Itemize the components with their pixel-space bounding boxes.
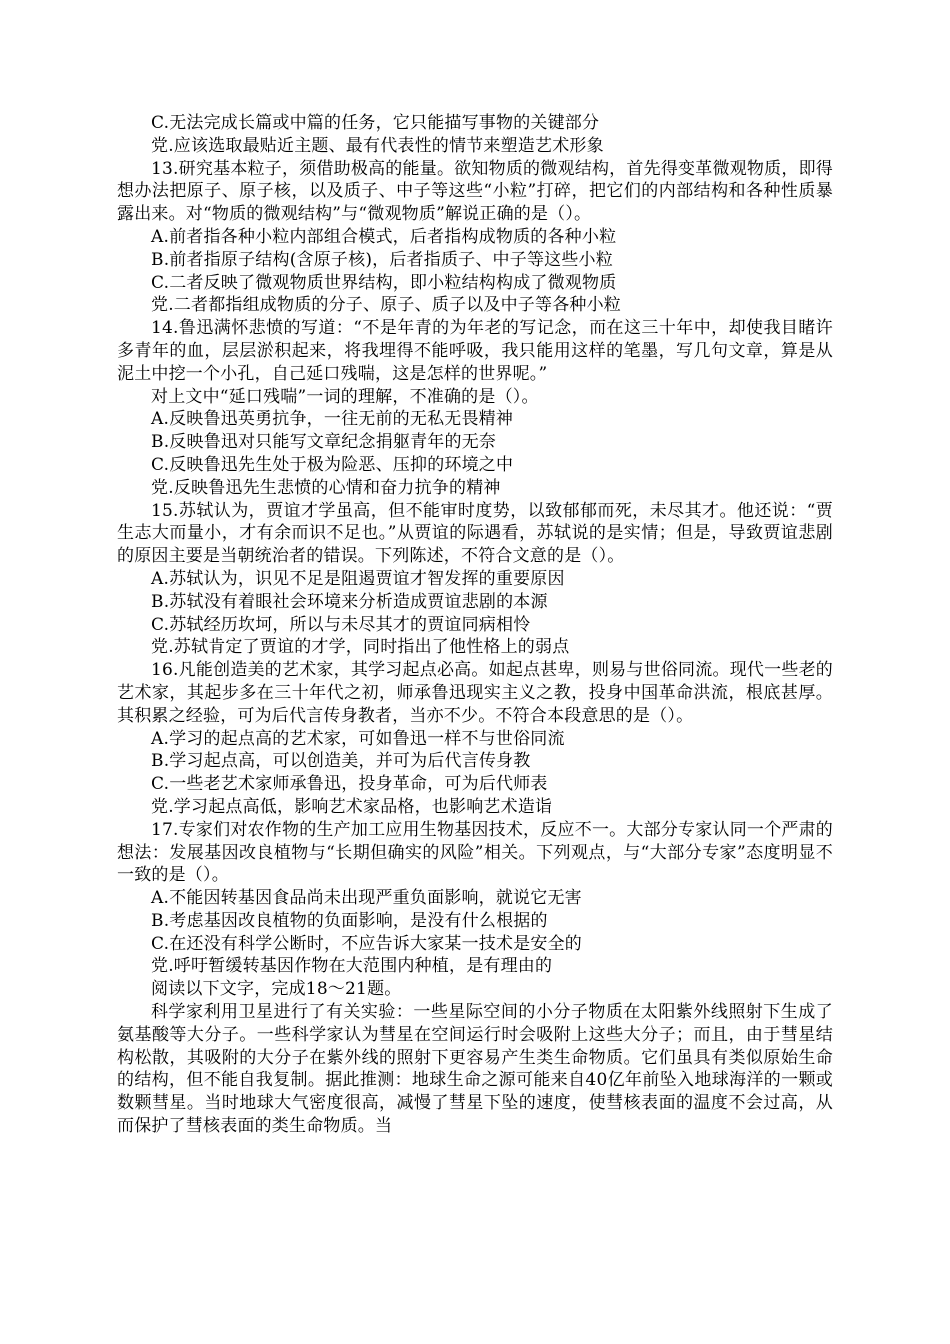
question-13: 13.研究基本粒子，须借助极高的能量。欲知物质的微观结构，首先得变革微观物质，即得想办法把原子、原子核，以及质子、中子等这些“小粒”打碎，把它们的内部结构和各种性质暴露出来。对“物质的微观结构”与“微观物质”解说正确的是（）。 (117, 158, 833, 225)
option-c-q15: C.苏轼经历坎坷，所以与未尽其才的贾谊同病相怜 (151, 614, 531, 635)
option-b-q13: B.前者指原子结构(含原子核)，后者指质子、中子等这些小粒 (151, 249, 613, 270)
option-b-q15: B.苏轼没有着眼社会环境来分析造成贾谊悲剧的本源 (151, 591, 548, 612)
option-a-q13: A.前者指各种小粒内部组合模式，后者指构成物质的各种小粒 (151, 226, 617, 247)
option-c-q14: C.反映鲁迅先生处于极为险恶、压抑的环境之中 (151, 454, 514, 475)
option-d-q16: 党.学习起点高低，影响艺术家品格，也影响艺术造诣 (151, 796, 553, 817)
option-b-q14: B.反映鲁迅对只能写文章纪念捐躯青年的无奈 (151, 432, 497, 453)
option-c-q17: C.在还没有科学公断时，不应告诉大家某一技术是安全的 (151, 933, 583, 954)
question-14-prompt: 对上文中“延口残喘”一词的理解，不准确的是（）。 (151, 386, 539, 407)
option-a-q15: A.苏轼认为，识见不足是阻遏贾谊才智发挥的重要原因 (151, 568, 565, 589)
option-c-q12: C.无法完成长篇或中篇的任务，它只能描写事物的关键部分 (151, 113, 600, 133)
question-17: 17.专家们对农作物的生产加工应用生物基因技术，反应不一。大部分专家认同一个严肃的想法：发展基因改良植物与“长期但确实的风险”相关。下列观点，与“大部分专家”态度明显不一致的是（）。 (117, 819, 833, 886)
question-16: 16.凡能创造美的艺术家，其学习起点必高。如起点甚卑，则易与世俗同流。现代一些老的艺术家，其起步多在三十年代之初，师承鲁迅现实主义之教，投身中国革命洪流，根底甚厚。其积累之经验，可为后代言传身教者，当亦不少。不符合本段意思的是（）。 (117, 660, 833, 726)
question-14: 14.鲁迅满怀悲愤的写道：“不是年青的为年老的写记念，而在这三十年中，却使我目睹许多青年的血，层层淤积起来，将我埋得不能呼吸，我只能用这样的笔墨，写几句文章，算是从泥土中挖一个小孔，自己延口残喘，这是怎样的世界呢。” (117, 318, 833, 384)
option-d-q14: 党.反映鲁迅先生悲愤的心情和奋力抗争的精神 (151, 477, 501, 498)
option-d-q15: 党.苏轼肯定了贾谊的才学，同时指出了他性格上的弱点 (151, 637, 570, 658)
option-d-q17: 党.呼吁暂缓转基因作物在大范围内种植，是有理由的 (151, 956, 553, 977)
reading-instruction: 阅读以下文字，完成18～21题。 (151, 979, 402, 1000)
option-d-q12: 党.应该选取最贴近主题、最有代表性的情节来塑造艺术形象 (151, 135, 604, 156)
option-c-q13: C.二者反映了微观物质世界结构，即小粒结构构成了微观物质 (151, 272, 617, 293)
option-a-q14: A.反映鲁迅英勇抗争，一往无前的无私无畏精神 (151, 409, 514, 430)
option-b-q17: B.考虑基因改良植物的负面影响，是没有什么根据的 (151, 910, 548, 931)
option-c-q16: C.一些老艺术家师承鲁迅，投身革命，可为后代师表 (151, 774, 548, 795)
option-a-q16: A.学习的起点高的艺术家，可如鲁迅一样不与世俗同流 (151, 728, 565, 749)
option-d-q13: 党.二者都指组成物质的分子、原子、质子以及中子等各种小粒 (151, 295, 622, 316)
option-b-q16: B.学习起点高，可以创造美，并可为后代言传身教 (151, 751, 531, 772)
option-a-q17: A.不能因转基因食品尚未出现严重负面影响，就说它无害 (151, 888, 582, 909)
document-body (117, 112, 833, 1138)
reading-passage: 科学家利用卫星进行了有关实验：一些星际空间的小分子物质在太阳紫外线照射下生成了氨基酸等大分子。一些科学家认为彗星在空间运行时会吸附上这些大分子；而且，由于彗星结构松散，其吸附的大分子在紫外线的照射下更容易产生类生命物质。它们虽具有类似原始生命的结构，但不能自我复制。据此推测：地球生命之源可能来自40亿年前坠入地球海洋的一颗或数颗彗星。当时地球大气密度很高，减慢了彗星下坠的速度，使彗核表面的温度不会过高，从而保护了彗核表面的类生命物质。当 (117, 1002, 833, 1137)
question-15: 15.苏轼认为，贾谊才学虽高，但不能审时度势，以致郁郁而死，未尽其才。他还说：“贾生志大而量小，才有余而识不足也。”从贾谊的际遇看，苏轼说的是实情；但是，导致贾谊悲剧的原因主要是当朝统治者的错误。下列陈述，不符合文意的是（）。 (117, 500, 833, 567)
